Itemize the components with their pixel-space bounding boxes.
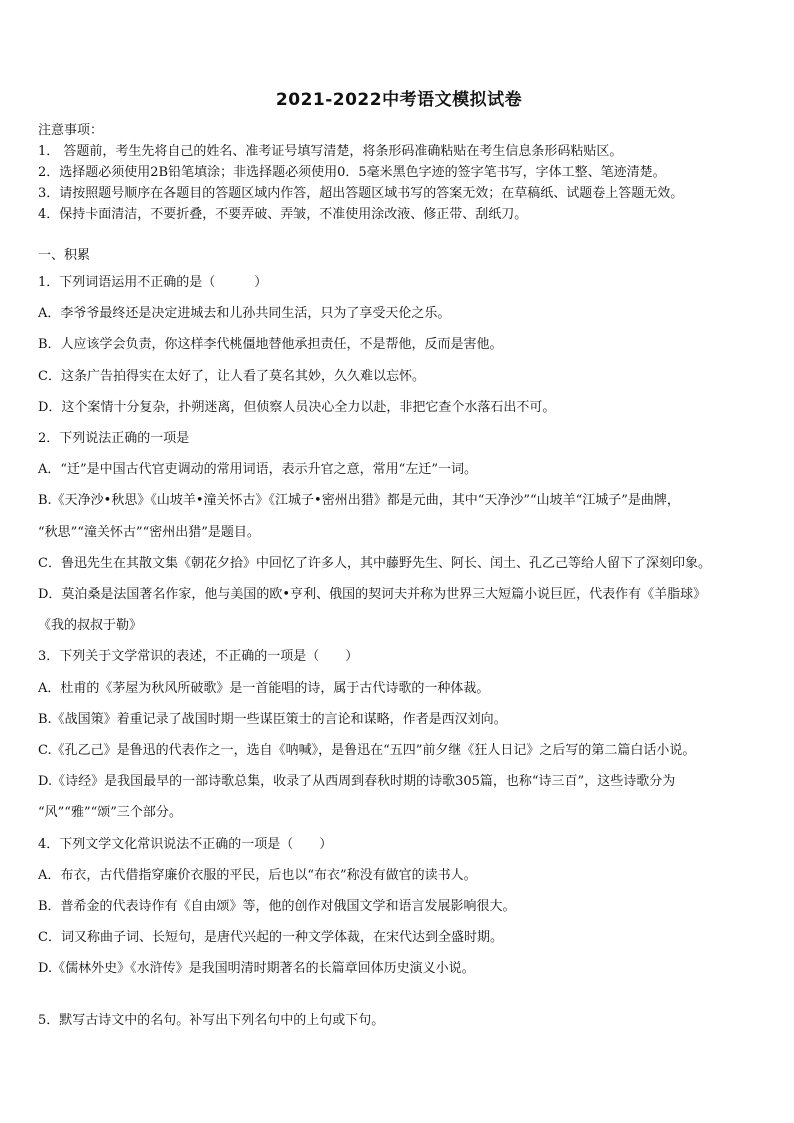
option-2a: A．“迁”是中国古代官吏调动的常用词语，表示升官之意，常用“左迁”一词。 [38, 462, 477, 478]
option-1d: D．这个案情十分复杂，扑朔迷离，但侦察人员决心全力以赴，非把它查个水落石出不可。 [38, 399, 556, 415]
option-3b: B.《战国策》着重记录了战国时期一些谋臣策士的言论和谋略，作者是西汉刘向。 [38, 711, 507, 727]
notes-heading: 注意事项： [38, 123, 104, 138]
page-title: 2021-2022中考语文模拟试卷 [275, 90, 523, 110]
option-2d-cont: 《我的叔叔于勒》 [38, 618, 143, 634]
option-2b: B.《天净沙•秋思》《山坡羊•潼关怀古》《江城子•密州出猎》都是元曲，其中“天净沙”“山坡羊“江城子”是曲牌， [38, 493, 680, 509]
question-5: 5．默写古诗文中的名句。补写出下列名句中的上句或下句。 [38, 1012, 385, 1028]
notes-block [38, 120, 760, 225]
question-4: 4．下列文学文化常识说法不正确的一项是（ ） [38, 836, 333, 852]
note-item: 2．选择题必须使用2B铅笔填涂；非选择题必须使用0．5毫米黑色字迹的签字笔书写，字体工整、笔迹清楚。 [38, 165, 666, 180]
option-2b-cont: “秋思”“潼关怀古”“密州出猎”是题目。 [38, 524, 260, 540]
option-1a: A．李爷爷最终还是决定进城去和儿孙共同生活，只为了享受天伦之乐。 [38, 306, 451, 322]
questions [38, 267, 760, 1036]
option-3c: C.《孔乙己》是鲁迅的代表作之一，选自《呐喊》，是鲁迅在“五四”前夕继《狂人日记》之后写的第二篇白话小说。 [38, 743, 696, 759]
question-2: 2．下列说法正确的一项是 [38, 431, 190, 447]
option-3d: D.《诗经》是我国最早的一部诗歌总集，收录了从西周到春秋时期的诗歌305篇，也称“诗三百”，这些诗歌分为 [38, 774, 676, 790]
note-item: 4．保持卡面清洁，不要折叠，不要弄破、弄皱，不准使用涂改液、修正带、刮纸刀。 [38, 207, 528, 222]
option-1b: B．人应该学会负责，你这样李代桃僵地替他承担责任，不是帮他，反而是害他。 [38, 337, 503, 353]
option-4a: A．布衣，古代借指穿廉价衣服的平民，后也以“布衣”称没有做官的读书人。 [38, 867, 477, 883]
note-item: 3．请按照题号顺序在各题目的答题区域内作答，超出答题区域书写的答案无效；在草稿纸、试题卷上答题无效。 [38, 186, 684, 201]
option-4b: B．普希金的代表诗作有《自由颂》等，他的创作对俄国文学和语言发展影响很大。 [38, 899, 516, 915]
spacer [38, 985, 760, 1005]
option-1c: C．这条广告拍得实在太好了，让人看了莫名其妙，久久难以忘怀。 [38, 368, 425, 384]
option-3a: A．杜甫的《茅屋为秋风所破歌》是一首能唱的诗，属于古代诗歌的一种体裁。 [38, 680, 490, 696]
question-1: 1．下列词语运用不正确的是（ ） [38, 275, 268, 290]
note-item: 1． 答题前，考生先将自己的姓名、准考证号填写清楚，将条形码准确粘贴在考生信息条形码粘贴区。 [38, 144, 623, 159]
option-2d: D．莫泊桑是法国著名作家，他与美国的欧•亨利、俄国的契诃夫并称为世界三大短篇小说巨匠，代表作有《羊脂球》 [38, 587, 707, 603]
question-3: 3．下列关于文学常识的表述，不正确的一项是（ ） [38, 649, 359, 665]
option-4d: D.《儒林外史》《水浒传》是我国明清时期著名的长篇章回体历史演义小说。 [38, 961, 475, 977]
option-3d-cont: “风”“雅”“颂”三个部分。 [38, 805, 182, 821]
section-heading: 一、积累 [38, 248, 91, 263]
option-4c: C．词又称曲子词、长短句，是唐代兴起的一种文学体裁，在宋代达到全盛时期。 [38, 930, 503, 946]
option-2c: C．鲁迅先生在其散文集《朝花夕拾》中回忆了许多人，其中藤野先生、阿长、闰土、孔乙己等给人留下了深刻印象。 [38, 555, 711, 571]
